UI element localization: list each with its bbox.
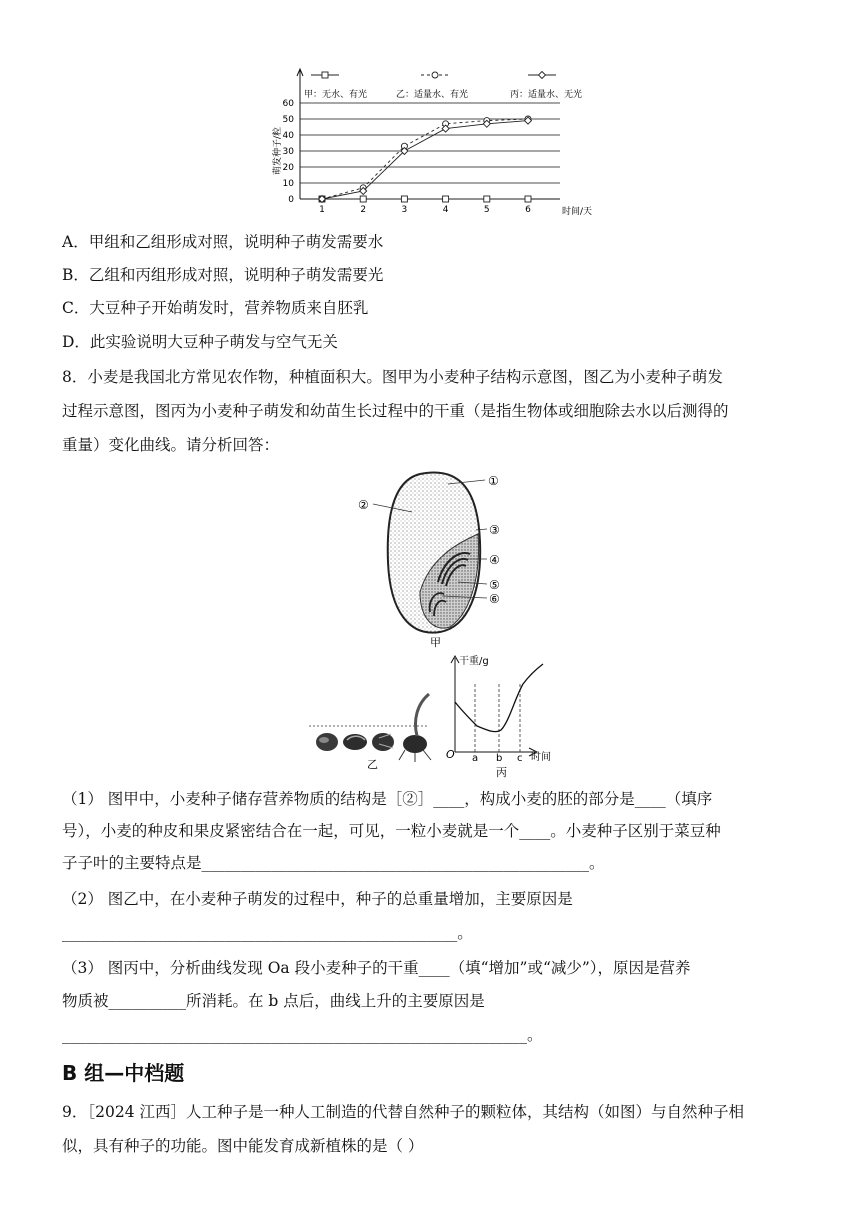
x-tick-label: 4 bbox=[442, 205, 449, 215]
dry-weight-xlabel: 时间 bbox=[531, 752, 551, 763]
label-4: ④ bbox=[489, 553, 500, 567]
q8-line-2: 过程示意图，图丙为小麦种子萌发和幼苗生长过程中的干重（是指生物体或细胞除去水以后测得的 bbox=[62, 402, 729, 420]
legend-marker bbox=[322, 72, 328, 78]
q9-line-2: 似，具有种子的功能。图中能发育成新植株的是（ ） bbox=[62, 1137, 424, 1155]
y-tick-label: 0 bbox=[288, 195, 294, 205]
sub-q3-line-2: 物质被__________所消耗。在 b 点后，曲线上升的主要原因是 bbox=[62, 992, 485, 1010]
option-b: B．乙组和丙组形成对照，说明种子萌发需要光 bbox=[62, 266, 384, 284]
legend-marker bbox=[539, 72, 546, 79]
option-d: D．此实验说明大豆种子萌发与空气无关 bbox=[62, 333, 338, 351]
sub-q1-line-2: 号），小麦的种皮和果皮紧密结合在一起，可见，一粒小麦就是一个____。小麦种子区别于菜豆种 bbox=[62, 822, 721, 840]
legend-label: 乙：适量水、有光 bbox=[396, 90, 469, 100]
option-a: A．甲组和乙组形成对照，说明种子萌发需要水 bbox=[62, 233, 384, 251]
data-point bbox=[525, 196, 531, 202]
y-axis-label: 萌发种子/粒 bbox=[273, 126, 283, 176]
y-tick-label: 30 bbox=[282, 147, 294, 157]
series-line bbox=[322, 121, 528, 199]
sub-q1-line-3: 子子叶的主要特点是__________________________________________________。 bbox=[62, 854, 605, 872]
section-heading: B 组—中档题 bbox=[62, 1061, 185, 1085]
y-tick-label: 50 bbox=[282, 115, 294, 125]
legend-marker bbox=[432, 72, 438, 78]
figure-caption-jia: 甲 bbox=[430, 636, 441, 649]
data-point bbox=[401, 196, 407, 202]
sub-q2-line-1: （2） 图乙中，在小麦种子萌发的过程中，种子的总重量增加，主要原因是 bbox=[62, 890, 573, 908]
q8-line-3: 重量）变化曲线。请分析回答： bbox=[62, 436, 280, 454]
x-tick-label: 3 bbox=[401, 205, 408, 215]
x-tick-label: 5 bbox=[483, 205, 490, 215]
label-3: ③ bbox=[489, 523, 500, 537]
x-tick-label: 2 bbox=[360, 205, 367, 215]
dry-weight-ylabel: 干重/g bbox=[459, 656, 489, 667]
sub-q1-line-1: （1） 图甲中，小麦种子储存营养物质的结构是［②］____，构成小麦的胚的部分是____（填序 bbox=[62, 790, 713, 808]
x-tick-label: 6 bbox=[525, 205, 531, 215]
label-1: ① bbox=[488, 474, 499, 488]
label-5: ⑤ bbox=[489, 578, 500, 592]
tick-c: c bbox=[517, 753, 523, 764]
q8-line-1: 8．小麦是我国北方常见农作物，种植面积大。图甲为小麦种子结构示意图，图乙为小麦种子萌发 bbox=[62, 368, 723, 386]
x-axis-label: 时间/天 bbox=[562, 207, 593, 217]
data-point bbox=[443, 196, 449, 202]
tick-b: b bbox=[496, 753, 503, 764]
data-point bbox=[484, 196, 490, 202]
legend-label: 丙：适量水、无光 bbox=[510, 90, 583, 100]
x-tick-label: 1 bbox=[319, 205, 325, 215]
sprouting-diagram bbox=[305, 690, 445, 770]
figure-caption-yi: 乙 bbox=[367, 758, 378, 770]
origin-label: O bbox=[446, 748, 455, 761]
dry-weight-chart bbox=[445, 654, 565, 779]
sub-q2-line-2: ___________________________________________________。 bbox=[62, 924, 473, 942]
option-c: C．大豆种子开始萌发时，营养物质来自胚乳 bbox=[62, 299, 369, 317]
data-point bbox=[360, 196, 366, 202]
sub-q3-line-3: ____________________________________________________________。 bbox=[62, 1026, 543, 1044]
q9-line-1: 9．［2024 江西］人工种子是一种人工制造的代替自然种子的颗粒体，其结构（如图）与自然种子相 bbox=[62, 1103, 744, 1121]
figure-caption-bing: 丙 bbox=[496, 766, 507, 779]
tick-a: a bbox=[472, 753, 479, 764]
y-tick-label: 10 bbox=[282, 179, 294, 189]
y-tick-label: 40 bbox=[282, 131, 294, 141]
germination-line-chart bbox=[270, 66, 620, 226]
series-line bbox=[322, 119, 528, 199]
sub-q3-line-1: （3） 图丙中，分析曲线发现 Oa 段小麦种子的干重____（填“增加”或“减少”），原因是营养 bbox=[62, 959, 691, 977]
legend-label: 甲：无水、有光 bbox=[304, 90, 368, 100]
label-2: ② bbox=[358, 498, 369, 512]
wheat-seed-diagram bbox=[350, 462, 530, 652]
y-tick-label: 20 bbox=[282, 163, 294, 173]
label-6: ⑥ bbox=[489, 592, 500, 606]
y-tick-label: 60 bbox=[282, 99, 294, 109]
